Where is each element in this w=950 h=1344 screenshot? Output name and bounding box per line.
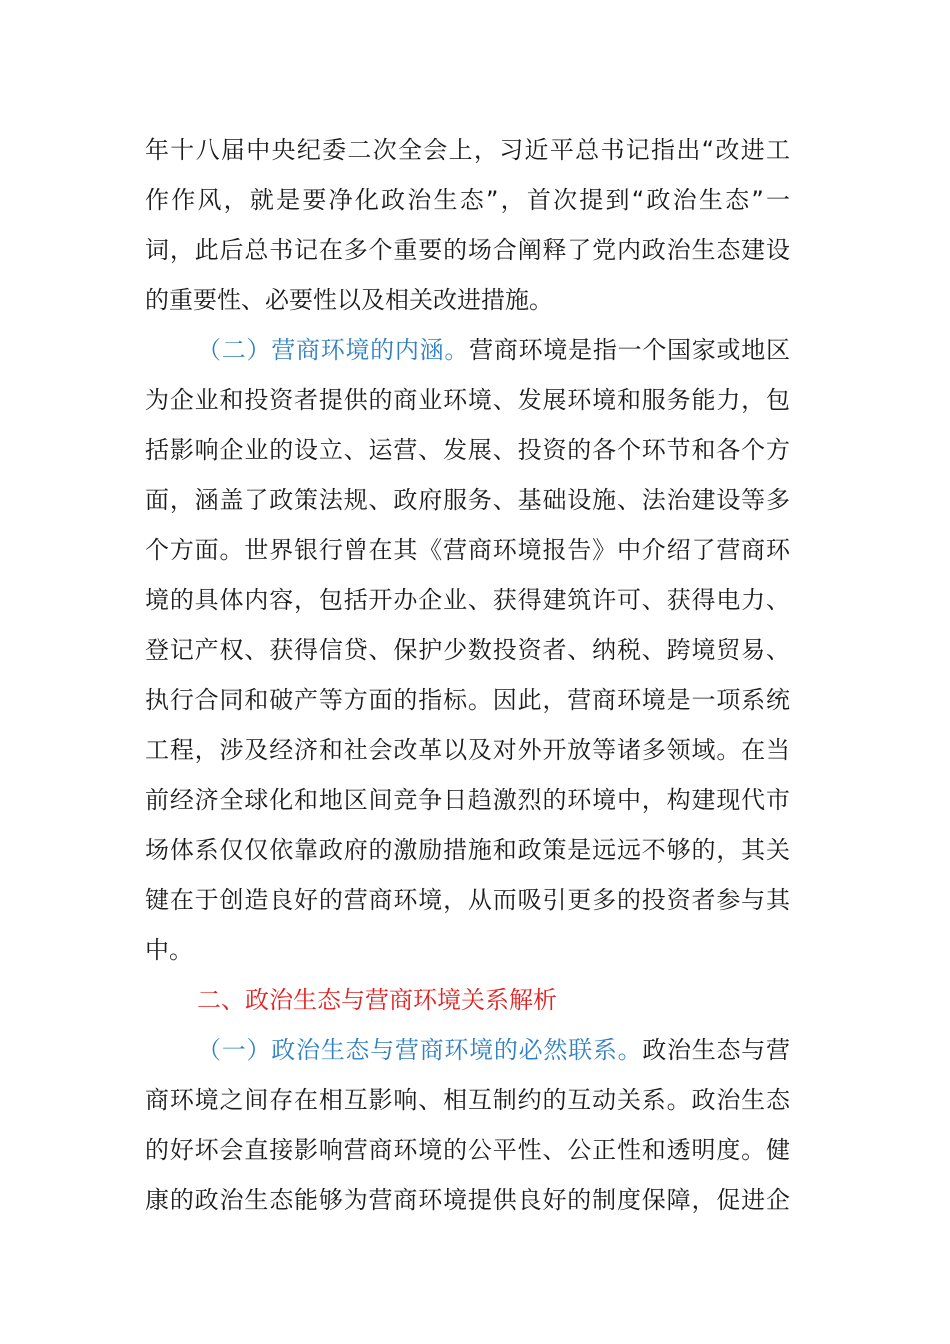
text-line: 执行合同和破产等方面的指标。因此，营商环境是一项系统 [145, 686, 790, 714]
subheading-business-environment: （二）营商环境的内涵。 [197, 336, 470, 364]
text-line: 商环境之间存在相互影响、相互制约的互动关系。政治生态 [145, 1086, 790, 1114]
text-line: 工程，涉及经济和社会改革以及对外开放等诸多领域。在当 [145, 736, 790, 764]
text-line: 括影响企业的设立、运营、发展、投资的各个环节和各个方 [145, 436, 790, 464]
text-line: 前经济全球化和地区间竞争日趋激烈的环境中，构建现代市 [145, 786, 790, 814]
paragraph-first-line [197, 325, 790, 375]
text-line: 面，涵盖了政策法规、政府服务、基础设施、法治建设等多 [145, 486, 790, 514]
text-line: 的重要性、必要性以及相关改进措施。 [145, 286, 553, 314]
text-line: 词，此后总书记在多个重要的场合阐释了党内政治生态建设 [145, 236, 790, 264]
text-line: 作作风，就是要净化政治生态”，首次提到“政治生态”一 [145, 186, 790, 214]
paragraph-first-line [197, 1025, 790, 1075]
text-line: 为企业和投资者提供的商业环境、发展环境和服务能力，包 [145, 386, 790, 414]
text-line: 康的政治生态能够为营商环境提供良好的制度保障，促进企 [145, 1186, 790, 1214]
text-run: 政治生态与营 [642, 1036, 790, 1064]
text-line: 场体系仅仅依靠政府的激励措施和政策是远远不够的，其关 [145, 836, 790, 864]
text-line: 的好坏会直接影响营商环境的公平性、公正性和透明度。健 [145, 1136, 790, 1164]
text-line: 中。 [145, 936, 193, 964]
text-line: 个方面。世界银行曾在其《营商环境报告》中介绍了营商环 [145, 536, 790, 564]
text-run: 营商环境是指一个国家或地区 [469, 336, 790, 364]
section-heading: 二、政治生态与营商环境关系解析 [197, 986, 557, 1014]
text-line: 键在于创造良好的营商环境，从而吸引更多的投资者参与其 [145, 886, 790, 914]
text-line: 登记产权、获得信贷、保护少数投资者、纳税、跨境贸易、 [145, 636, 790, 664]
text-line: 年十八届中央纪委二次全会上，习近平总书记指出“改进工 [145, 136, 790, 164]
text-line: 境的具体内容，包括开办企业、获得建筑许可、获得电力、 [145, 586, 790, 614]
subheading-relationship: （一）政治生态与营商环境的必然联系。 [197, 1036, 643, 1064]
